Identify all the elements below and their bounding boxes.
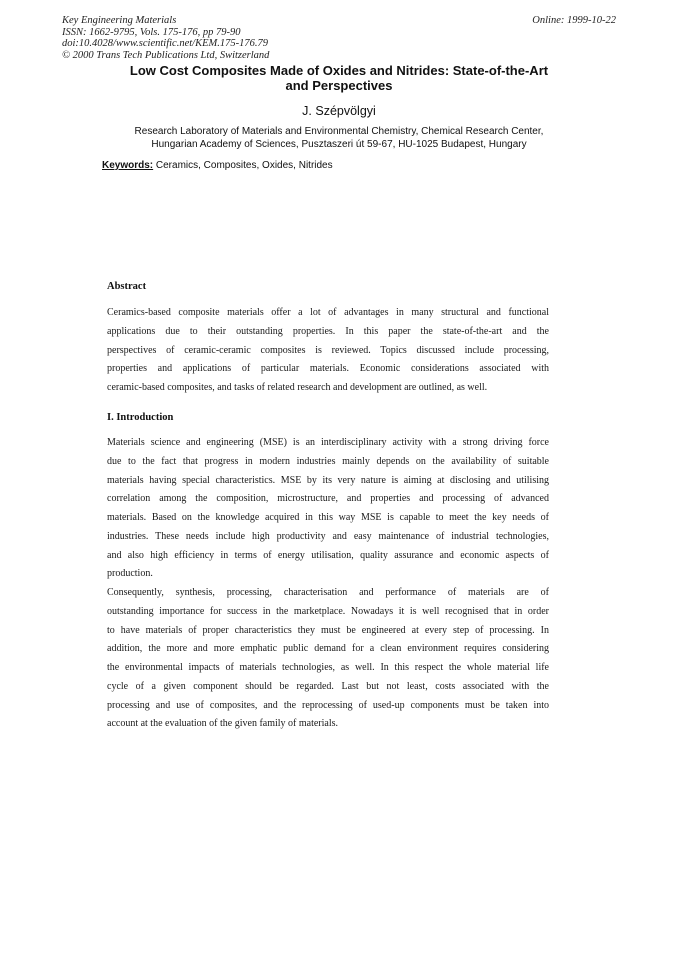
- issn-line: ISSN: 1662-9795, Vols. 175-176, pp 79-90: [62, 26, 241, 38]
- intro-line: and also high efficiency in terms of energy utilisation, quality assurance and economic aspects of: [107, 549, 549, 561]
- intro-line: to have materials of proper characteristics they must be engineered at every step of processing. In: [107, 624, 549, 636]
- abstract-line: Ceramics-based composite materials offer a lot of advantages in many structural and functional: [107, 307, 549, 318]
- introduction-heading: I. Introduction: [107, 412, 174, 423]
- copyright-line: © 2000 Trans Tech Publications Ltd, Switzerland: [62, 49, 270, 61]
- intro-line: correlation among the composition, microstructure, and properties and processing of advanced: [107, 493, 549, 505]
- intro-line: industries. These needs include high productivity and easy maintenance of industrial technologies,: [107, 530, 549, 542]
- intro-line: addition, the more and more emphatic public demand for a clean environment requires considering: [107, 643, 549, 655]
- author-name: J. Szépvölgyi: [302, 104, 376, 118]
- intro-line: Materials science and engineering (MSE) is an interdisciplinary activity with a strong driving force: [107, 437, 549, 448]
- title-line: Low Cost Composites Made of Oxides and Nitrides: State-of-the-Art: [129, 63, 549, 78]
- intro-line: Consequently, synthesis, processing, characterisation and performance of materials are of: [107, 587, 549, 598]
- introduction-body: [107, 434, 549, 734]
- affiliation: [100, 125, 578, 151]
- intro-line: due to the fact that progress in modern industries mainly depends on the availability of suitable: [107, 455, 549, 467]
- keywords-label: Keywords:: [102, 160, 154, 171]
- intro-line: account at the evaluation of the given family of materials.: [107, 718, 339, 730]
- intro-line: materials having special characteristics. MSE by its very nature is aiming at disclosing and utilising: [107, 474, 549, 486]
- intro-line: the environmental impacts of materials technologies, as well. In this respect the whole material life: [107, 662, 549, 673]
- affiliation-line: Research Laboratory of Materials and Environmental Chemistry, Chemical Research Center,: [134, 126, 544, 137]
- title-line: and Perspectives: [285, 77, 393, 93]
- intro-line: processing and use of composites, and the reprocessing of used-up components must be taken into: [107, 699, 549, 711]
- doi-line: doi:10.4028/www.scientific.net/KEM.175-176.79: [62, 38, 268, 50]
- keywords-text: Ceramics, Composites, Oxides, Nitrides: [153, 160, 333, 171]
- intro-line: cycle of a given component should be regarded. Last but not least, costs associated with the: [107, 680, 549, 692]
- online-date: Online: 1999-10-22: [532, 15, 616, 26]
- paper-title: [90, 64, 588, 93]
- affiliation-line: Hungarian Academy of Sciences, Pusztaszeri út 59-67, HU-1025 Budapest, Hungary: [151, 139, 527, 150]
- abstract-line: properties and applications of particular materials. Economic considerations associated with: [107, 363, 549, 375]
- intro-line: materials. Based on the knowledge acquired in this way MSE is capable to meet the key needs of: [107, 512, 549, 523]
- abstract-line: perspectives of ceramic-ceramic composites is reviewed. Topics discussed include processing,: [107, 344, 549, 356]
- abstract-heading: Abstract: [107, 281, 147, 292]
- journal-name: Key Engineering Materials: [62, 15, 177, 26]
- keywords: [102, 160, 333, 171]
- abstract-body: [107, 304, 549, 398]
- intro-line: outstanding importance for success in the marketplace. Nowadays it is well recognised that in order: [107, 605, 549, 617]
- publication-header: [62, 15, 269, 61]
- abstract-line: applications due to their outstanding properties. In this paper the state-of-the-art and the: [107, 325, 549, 337]
- abstract-line: ceramic-based composites, and tasks of related research and development are outlined, as well.: [107, 382, 488, 393]
- intro-line: production.: [107, 568, 153, 580]
